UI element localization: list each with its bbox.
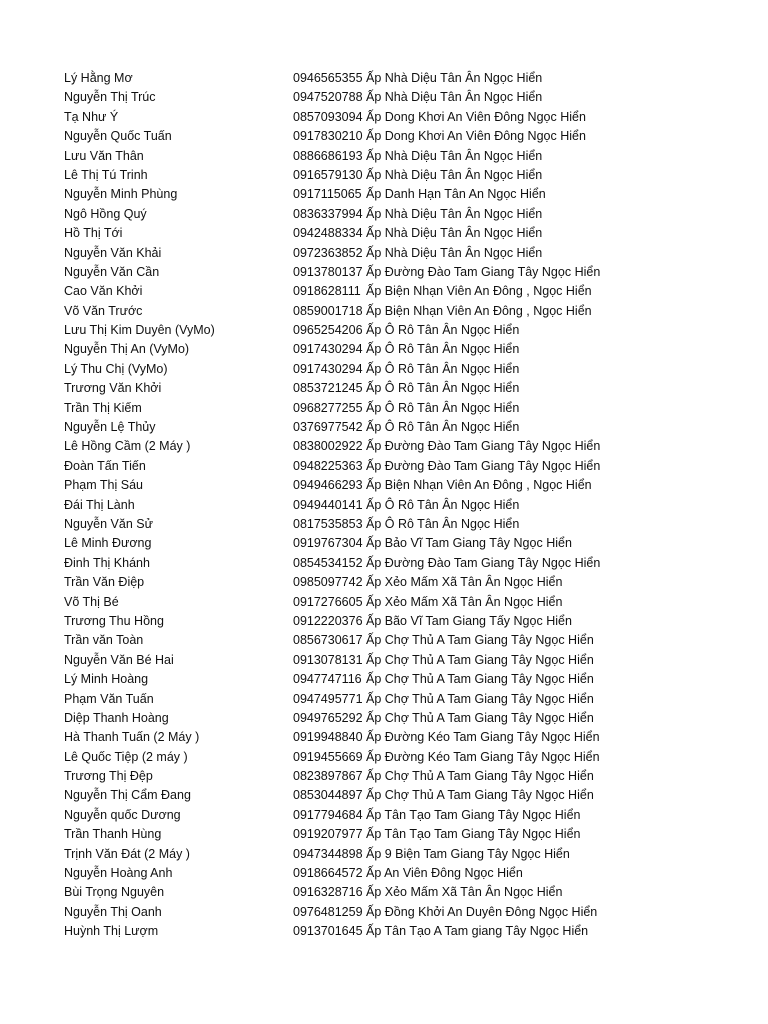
contact-name: Nguyễn Thị Cẩm Đang xyxy=(64,788,191,803)
list-item xyxy=(0,728,768,747)
contact-name: Nguyễn Hoàng Anh xyxy=(64,866,173,881)
address-text: Ấp Chợ Thủ A Tam Giang Tây Ngọc Hiển xyxy=(366,633,594,648)
phone-number: 0376977542 xyxy=(293,420,363,435)
address-text: Ấp Dong Khơi An Viên Đông Ngọc Hiển xyxy=(366,129,586,144)
phone-number: 0976481259 xyxy=(293,904,363,919)
address-text: Ấp Đường Kéo Tam Giang Tây Ngọc Hiển xyxy=(366,730,600,745)
address-text: Ấp Xẻo Mấm Xã Tân Ân Ngọc Hiển xyxy=(366,575,563,590)
address-text: Ấp Tân Tạo Tam Giang Tây Ngọc Hiển xyxy=(366,827,581,842)
contact-name: Trần Thị Kiếm xyxy=(64,400,142,415)
contact-name: Lê Thị Tú Trinh xyxy=(64,167,148,182)
address-text: Ấp Đường Đào Tam Giang Tây Ngọc Hiển xyxy=(366,555,601,570)
address-text: Ấp Ô Rô Tân Ân Ngọc Hiển xyxy=(366,381,520,396)
contact-name: Cao Văn Khởi xyxy=(64,284,143,299)
contact-name: Võ Thị Bé xyxy=(64,594,119,609)
list-item xyxy=(0,534,768,553)
address-text: Ấp Đường Đào Tam Giang Tây Ngọc Hiển xyxy=(366,264,601,279)
phone-number: 0949466293 xyxy=(293,478,363,493)
address-text: Ấp Chợ Thủ A Tam Giang Tây Ngọc Hiển xyxy=(366,769,594,784)
list-item xyxy=(0,224,768,243)
phone-number: 0947520788 xyxy=(293,90,363,105)
list-item xyxy=(0,806,768,825)
address-text: Ấp Danh Hạn Tân An Ngọc Hiển xyxy=(366,187,546,202)
contact-name: Lưu Văn Thân xyxy=(64,148,144,163)
phone-number: 0917794684 xyxy=(293,807,363,822)
contact-name: Ngô Hồng Quý xyxy=(64,206,147,221)
phone-number: 0854534152 xyxy=(293,555,363,570)
address-text: Ấp Biện Nhạn Viên An Đông , Ngọc Hiển xyxy=(366,303,592,318)
address-text: Ấp Chợ Thủ A Tam Giang Tây Ngọc Hiển xyxy=(366,788,594,803)
phone-number: 0836337994 xyxy=(293,206,363,221)
contact-name: Nguyễn Quốc Tuấn xyxy=(64,129,172,144)
phone-number: 0823897867 xyxy=(293,769,363,784)
contact-name: Nguyễn quốc Dương xyxy=(64,807,181,822)
address-text: Ấp Chợ Thủ A Tam Giang Tây Ngọc Hiển xyxy=(366,652,594,667)
contact-name: Trần văn Toàn xyxy=(64,633,144,648)
list-item xyxy=(0,437,768,456)
list-item xyxy=(0,903,768,922)
contact-name: Nguyễn Văn Sử xyxy=(64,516,153,531)
contact-name: Nguyễn Thị Oanh xyxy=(64,904,162,919)
contact-name: Trần Văn Điệp xyxy=(64,575,145,590)
address-text: Ấp Xẻo Mấm Xã Tân Ân Ngọc Hiển xyxy=(366,885,563,900)
address-text: Ấp Chợ Thủ A Tam Giang Tây Ngọc Hiển xyxy=(366,672,594,687)
list-item xyxy=(0,108,768,127)
phone-number: 0817535853 xyxy=(293,516,363,531)
list-item xyxy=(0,147,768,166)
phone-number: 0916579130 xyxy=(293,167,363,182)
list-item xyxy=(0,282,768,301)
address-text: Ấp Ô Rô Tân Ân Ngọc Hiển xyxy=(366,497,520,512)
address-text: Ấp Nhà Diệu Tân Ân Ngọc Hiển xyxy=(366,206,543,221)
phone-number: 0949440141 xyxy=(293,497,363,512)
contact-name: Diệp Thanh Hoàng xyxy=(64,710,169,725)
phone-number: 0946565355 xyxy=(293,71,363,85)
address-text: Ấp Nhà Diệu Tân Ân Ngọc Hiển xyxy=(366,167,543,182)
phone-number: 0942488334 xyxy=(293,226,363,241)
list-item xyxy=(0,418,768,437)
contact-name: Nguyễn Lệ Thủy xyxy=(64,420,156,435)
phone-number: 0972363852 xyxy=(293,245,363,260)
contact-name: Tạ Như Ý xyxy=(64,109,119,124)
phone-number: 0853721245 xyxy=(293,381,363,396)
list-item xyxy=(0,263,768,282)
list-item xyxy=(0,476,768,495)
phone-number: 0917430294 xyxy=(293,342,363,357)
list-item xyxy=(0,496,768,515)
address-text: Ấp Dong Khơi An Viên Đông Ngọc Hiển xyxy=(366,109,586,124)
phone-number: 0968277255 xyxy=(293,400,363,415)
phone-number: 0916328716 xyxy=(293,885,363,900)
address-text: Ấp Đồng Khởi An Duyên Đông Ngọc Hiển xyxy=(366,904,598,919)
list-item xyxy=(0,360,768,379)
phone-number: 0913078131 xyxy=(293,652,363,667)
phone-number: 0917830210 xyxy=(293,129,363,144)
contact-name: Hồ Thị Tới xyxy=(64,226,123,241)
phone-number: 0918664572 xyxy=(293,866,363,881)
address-text: Ấp Đường Đào Tam Giang Tây Ngọc Hiển xyxy=(366,439,601,454)
list-item xyxy=(0,748,768,767)
address-text: Ấp An Viên Đông Ngọc Hiển xyxy=(366,866,523,881)
contact-name: Trương Thu Hồng xyxy=(64,613,164,628)
address-text: Ấp Ô Rô Tân Ân Ngọc Hiển xyxy=(366,361,520,376)
address-text: Ấp Ô Rô Tân Ân Ngọc Hiển xyxy=(366,342,520,357)
phone-number: 0985097742 xyxy=(293,575,363,590)
list-item xyxy=(0,767,768,786)
contact-name: Trần Thanh Hùng xyxy=(64,827,162,842)
address-text: Ấp Biện Nhạn Viên An Đông , Ngọc Hiển xyxy=(366,478,592,493)
list-item xyxy=(0,166,768,185)
list-item xyxy=(0,709,768,728)
list-item xyxy=(0,631,768,650)
contact-name: Lý Hằng Mơ xyxy=(64,71,133,85)
list-item xyxy=(0,127,768,146)
contact-name: Lý Thu Chị (VyMo) xyxy=(64,361,168,376)
list-item xyxy=(0,690,768,709)
address-text: Ấp Nhà Diệu Tân Ân Ngọc Hiển xyxy=(366,148,543,163)
phone-number: 0886686193 xyxy=(293,148,363,163)
phone-number: 0917430294 xyxy=(293,361,363,376)
list-item xyxy=(0,185,768,204)
phone-number: 0912220376 xyxy=(293,613,363,628)
address-text: Ấp Ô Rô Tân Ân Ngọc Hiển xyxy=(366,323,520,338)
list-item xyxy=(0,883,768,902)
list-item xyxy=(0,244,768,263)
list-item xyxy=(0,515,768,534)
contact-name: Nguyễn Văn Bé Hai xyxy=(64,652,174,667)
address-text: Ấp Đường Đào Tam Giang Tây Ngọc Hiển xyxy=(366,458,601,473)
list-item xyxy=(0,825,768,844)
address-text: Ấp Nhà Diệu Tân Ân Ngọc Hiển xyxy=(366,90,543,105)
address-text: Ấp Ô Rô Tân Ân Ngọc Hiển xyxy=(366,400,520,415)
address-text: Ấp Chợ Thủ A Tam Giang Tây Ngọc Hiển xyxy=(366,691,594,706)
contact-name: Nguyễn Thị Trúc xyxy=(64,90,156,105)
address-text: Ấp Chợ Thủ A Tam Giang Tây Ngọc Hiển xyxy=(366,710,594,725)
phone-number: 0947344898 xyxy=(293,846,363,861)
phone-number: 0919207977 xyxy=(293,827,363,842)
list-item xyxy=(0,573,768,592)
list-item xyxy=(0,651,768,670)
list-item xyxy=(0,845,768,864)
phone-number: 0919455669 xyxy=(293,749,363,764)
address-text: Ấp Tân Tạo Tam Giang Tây Ngọc Hiển xyxy=(366,807,581,822)
contact-name: Hà Thanh Tuấn (2 Máy ) xyxy=(64,730,200,745)
phone-number: 0947747116 xyxy=(293,672,362,687)
list-item xyxy=(0,302,768,321)
contact-name: Đái Thị Lành xyxy=(64,497,135,512)
address-text: Ấp Tân Tạo A Tam giang Tây Ngọc Hiển xyxy=(366,924,589,939)
contact-name: Lê Minh Đương xyxy=(64,536,152,551)
phone-number: 0859001718 xyxy=(293,303,363,318)
contact-name: Trịnh Văn Đát (2 Máy ) xyxy=(64,846,190,861)
phone-number: 0838002922 xyxy=(293,439,363,454)
address-text: Ấp Xẻo Mấm Xã Tân Ân Ngọc Hiển xyxy=(366,594,563,609)
phone-number: 0918628111 xyxy=(293,284,361,299)
address-text: Ấp Bảo Vĩ Tam Giang Tây Ngọc Hiển xyxy=(366,536,572,551)
address-text: Ấp 9 Biện Tam Giang Tây Ngọc Hiển xyxy=(366,846,570,861)
phone-number: 0917115065 xyxy=(293,187,362,202)
phone-number: 0965254206 xyxy=(293,323,363,338)
contact-name: Lý Minh Hoàng xyxy=(64,672,149,687)
list-item xyxy=(0,612,768,631)
contact-name: Huỳnh Thị Lượm xyxy=(64,924,159,939)
list-item xyxy=(0,864,768,883)
address-text: Ấp Nhà Diệu Tân Ân Ngọc Hiển xyxy=(366,226,543,241)
address-text: Ấp Ô Rô Tân Ân Ngọc Hiển xyxy=(366,420,520,435)
phone-number: 0856730617 xyxy=(293,633,363,648)
list-item xyxy=(0,340,768,359)
phone-number: 0919948840 xyxy=(293,730,363,745)
list-item xyxy=(0,399,768,418)
contact-name: Lê Quốc Tiệp (2 máy ) xyxy=(64,749,188,764)
contact-name: Võ Văn Trước xyxy=(64,303,143,318)
contact-name: Nguyễn Minh Phùng xyxy=(64,187,178,202)
list-item xyxy=(0,205,768,224)
list-item xyxy=(0,670,768,689)
phone-number: 0913780137 xyxy=(293,264,363,279)
list-item xyxy=(0,554,768,573)
list-item xyxy=(0,321,768,340)
phone-number: 0913701645 xyxy=(293,924,363,939)
list-item xyxy=(0,457,768,476)
phone-number: 0919767304 xyxy=(293,536,363,551)
contact-name: Trương Thị Đệp xyxy=(64,769,153,784)
phone-number: 0857093094 xyxy=(293,109,363,124)
list-item xyxy=(0,88,768,107)
list-item xyxy=(0,922,768,941)
contact-name: Nguyễn Thị An (VyMo) xyxy=(64,342,190,357)
contact-name: Bùi Trọng Nguyên xyxy=(64,885,165,900)
address-text: Ấp Ô Rô Tân Ân Ngọc Hiển xyxy=(366,516,520,531)
phone-number: 0917276605 xyxy=(293,594,363,609)
list-item xyxy=(0,69,768,88)
address-text: Ấp Bão Vĩ Tam Giang Tấy Ngọc Hiển xyxy=(366,613,572,628)
contact-name: Nguyễn Văn Cần xyxy=(64,264,160,279)
contact-name: Nguyễn Văn Khải xyxy=(64,245,162,260)
contact-name: Lưu Thị Kim Duyên (VyMo) xyxy=(64,323,215,338)
contact-name: Phạm Văn Tuấn xyxy=(64,691,154,706)
phone-number: 0947495771 xyxy=(293,691,363,706)
phone-number: 0853044897 xyxy=(293,788,363,803)
contact-name: Đinh Thị Khánh xyxy=(64,555,150,570)
contact-name: Lê Hồng Cầm (2 Máy ) xyxy=(64,439,191,454)
address-text: Ấp Biện Nhạn Viên An Đông , Ngọc Hiển xyxy=(366,284,592,299)
list-item xyxy=(0,379,768,398)
contact-name: Phạm Thị Sáu xyxy=(64,478,143,493)
phone-number: 0948225363 xyxy=(293,458,363,473)
list-item xyxy=(0,593,768,612)
address-text: Ấp Nhà Diệu Tân Ân Ngọc Hiển xyxy=(366,245,543,260)
contact-name: Đoàn Tấn Tiến xyxy=(64,458,146,473)
contact-list xyxy=(0,69,768,942)
contact-name: Trương Văn Khởi xyxy=(64,381,162,396)
list-item xyxy=(0,786,768,805)
phone-number: 0949765292 xyxy=(293,710,363,725)
address-text: Ấp Nhà Diệu Tân Ân Ngọc Hiển xyxy=(366,71,543,85)
address-text: Ấp Đường Kéo Tam Giang Tây Ngọc Hiển xyxy=(366,749,600,764)
